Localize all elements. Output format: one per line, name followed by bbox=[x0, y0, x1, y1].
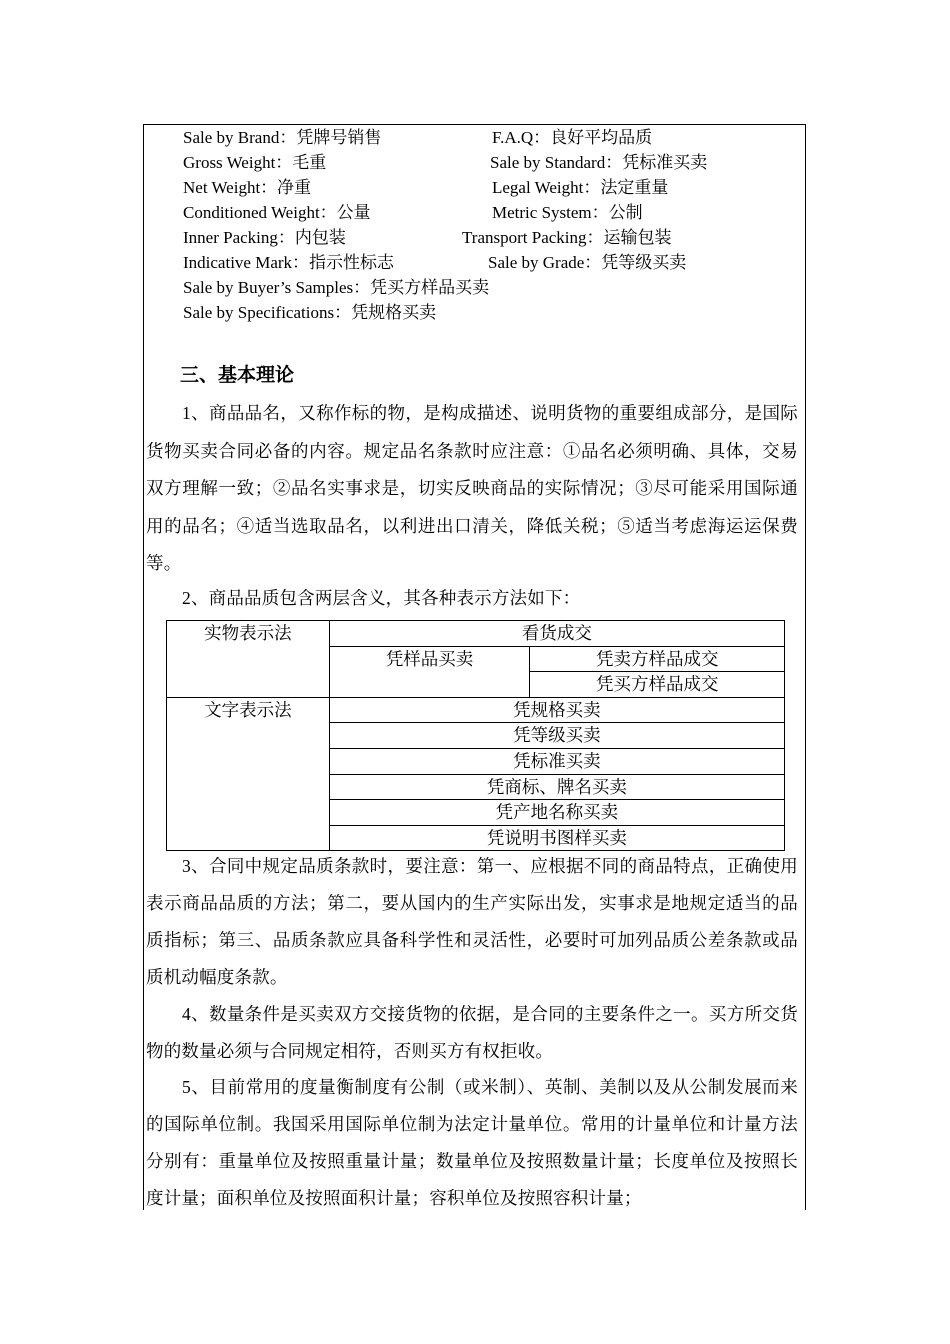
paragraph-quality-clause: 3、合同中规定品质条款时，要注意：第一、应根据不同的商品特点，正确使用表示商品品质的方法；第二，要从国内的生产实际出发，实事求是地规定适当的品质指标；第三、品质条款应具备科学性和灵活性，必要时可加列品质公差条款或品质机动幅度条款。 bbox=[146, 856, 798, 987]
term-left: Conditioned Weight：公量 bbox=[183, 203, 371, 222]
table-cell: 凭买方样品成交 bbox=[530, 672, 785, 698]
table-cell: 凭规格买卖 bbox=[329, 697, 784, 723]
physical-method-label: 实物表示法 bbox=[167, 621, 330, 698]
table-cell: 凭等级买卖 bbox=[329, 723, 784, 749]
quality-methods-table bbox=[166, 620, 785, 851]
term-right: Metric System：公制 bbox=[492, 203, 643, 222]
paragraph-measurement: 5、目前常用的度量衡制度有公制（或米制）、英制、美制以及从公制发展而来的国际单位制。我国采用国际单位制为法定计量单位。常用的计量单位和计量方法分别有：重量单位及按照重量计量；数量单位及按照数量计量；长度单位及按照长度计量；面积单位及按照面积计量；容积单位及按照容积计量； bbox=[146, 1077, 798, 1208]
term-left: Net Weight：净重 bbox=[183, 178, 312, 197]
table-cell: 凭商标、牌名买卖 bbox=[329, 774, 784, 800]
term-right: Sale by Standard：凭标准买卖 bbox=[490, 153, 708, 172]
descriptive-method-label: 文字表示法 bbox=[167, 697, 330, 851]
term-left: Sale by Specifications：凭规格买卖 bbox=[183, 303, 437, 322]
table-cell: 凭卖方样品成交 bbox=[530, 646, 785, 672]
term-left: Gross Weight：毛重 bbox=[183, 153, 327, 172]
table-cell: 看货成交 bbox=[329, 621, 784, 647]
paragraph-quality-intro: 2、商品品质包含两层含义，其各种表示方法如下： bbox=[182, 588, 581, 608]
paragraph-product-name: 1、商品品名，又称作标的物，是构成描述、说明货物的重要组成部分，是国际货物买卖合同必备的内容。规定品名条款时应注意：①品名必须明确、具体，交易双方理解一致；②品名实事求是，切实反映商品的实际情况；③尽可能采用国际通用的品名；④适当选取品名，以利进出口清关，降低关税；⑤适当考虑海运运保费等。 bbox=[146, 403, 798, 574]
term-left: Sale by Buyer’s Samples：凭买方样品买卖 bbox=[183, 278, 490, 297]
table-cell: 凭产地名称买卖 bbox=[329, 800, 784, 826]
paragraph-quantity: 4、数量条件是买卖双方交接货物的依据，是合同的主要条件之一。买方所交货物的数量必须与合同规定相符，否则买方有权拒收。 bbox=[146, 1004, 798, 1061]
term-right: F.A.Q：良好平均品质 bbox=[492, 128, 653, 147]
term-left: Inner Packing：内包装 bbox=[183, 228, 346, 247]
term-left: Sale by Brand：凭牌号销售 bbox=[183, 128, 382, 147]
term-right: Transport Packing：运输包装 bbox=[462, 228, 672, 247]
table-row bbox=[167, 621, 785, 647]
table-cell: 凭说明书图样买卖 bbox=[329, 825, 784, 851]
table-row bbox=[167, 697, 785, 723]
table-cell: 凭样品买卖 bbox=[329, 646, 530, 697]
term-left: Indicative Mark：指示性标志 bbox=[183, 253, 395, 272]
section-heading: 三、基本理论 bbox=[180, 364, 295, 386]
term-right: Legal Weight：法定重量 bbox=[492, 178, 669, 197]
term-right: Sale by Grade：凭等级买卖 bbox=[488, 253, 687, 272]
table-cell: 凭标准买卖 bbox=[329, 748, 784, 774]
